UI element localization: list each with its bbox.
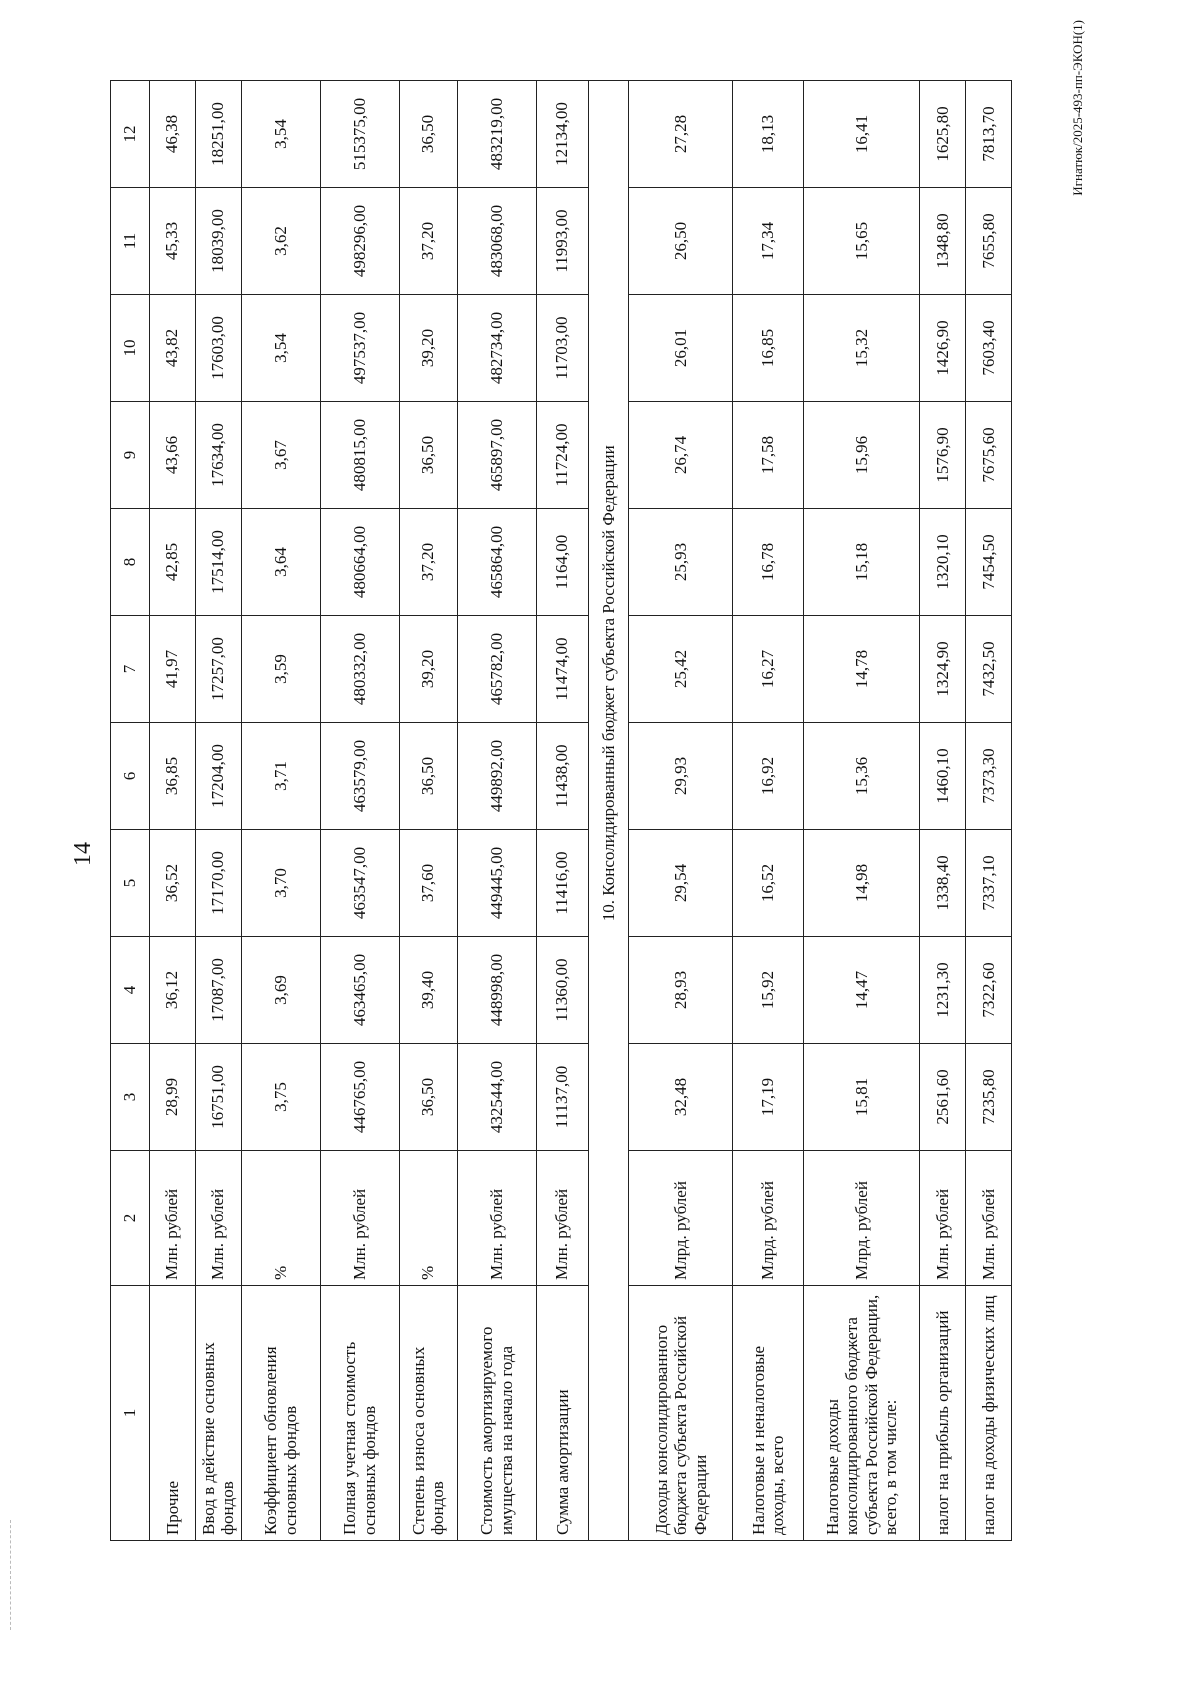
table-cell-value: 37,20 <box>399 509 457 616</box>
scan-margin-marks <box>10 1520 13 1630</box>
table-cell-value: 15,81 <box>804 1044 920 1151</box>
table-cell-value: 25,42 <box>629 616 733 723</box>
table-cell-value: 39,20 <box>399 616 457 723</box>
table-cell-value: 3,54 <box>241 81 320 188</box>
section-row <box>588 81 629 1541</box>
row-indicator-name: Полная учетная стоимость основных фондов <box>320 1286 399 1541</box>
row-indicator-name: Степень износа основных фондов <box>399 1286 457 1541</box>
row-unit: Млн. рублей <box>966 1151 1012 1286</box>
table-cell-value: 3,71 <box>241 723 320 830</box>
table-cell-value: 463465,00 <box>320 937 399 1044</box>
column-number-header: 12 <box>111 81 150 188</box>
table-row <box>804 81 920 1541</box>
table-cell-value: 7655,80 <box>966 188 1012 295</box>
table-cell-value: 16751,00 <box>195 1044 241 1151</box>
table-cell-value: 36,50 <box>399 723 457 830</box>
table-cell-value: 497537,00 <box>320 295 399 402</box>
table-row <box>457 81 536 1541</box>
table-cell-value: 17,58 <box>733 402 804 509</box>
table-cell-value: 15,18 <box>804 509 920 616</box>
column-number-header: 10 <box>111 295 150 402</box>
table-cell-value: 7675,60 <box>966 402 1012 509</box>
table-cell-value: 11724,00 <box>536 402 588 509</box>
table-body <box>150 81 1012 1541</box>
row-unit: Млрд. рублей <box>804 1151 920 1286</box>
table-cell-value: 11474,00 <box>536 616 588 723</box>
table-cell-value: 25,93 <box>629 509 733 616</box>
table-cell-value: 39,20 <box>399 295 457 402</box>
table-cell-value: 18039,00 <box>195 188 241 295</box>
table-cell-value: 7813,70 <box>966 81 1012 188</box>
table-cell-value: 42,85 <box>150 509 196 616</box>
table-cell-value: 17603,00 <box>195 295 241 402</box>
table-cell-value: 3,70 <box>241 830 320 937</box>
row-indicator-name: Ввод в действие основных фондов <box>195 1286 241 1541</box>
table-cell-value: 1324,90 <box>920 616 966 723</box>
table-cell-value: 28,99 <box>150 1044 196 1151</box>
table-cell-value: 1426,90 <box>920 295 966 402</box>
row-indicator-name: Прочие <box>150 1286 196 1541</box>
table-cell-value: 27,28 <box>629 81 733 188</box>
table-cell-value: 11137,00 <box>536 1044 588 1151</box>
table-cell-value: 14,47 <box>804 937 920 1044</box>
table-row <box>920 81 966 1541</box>
table-cell-value: 1576,90 <box>920 402 966 509</box>
table-row <box>150 81 196 1541</box>
table-cell-value: 15,32 <box>804 295 920 402</box>
table-cell-value: 16,52 <box>733 830 804 937</box>
table-cell-value: 7337,10 <box>966 830 1012 937</box>
column-number-row <box>111 81 150 1541</box>
table-row <box>966 81 1012 1541</box>
table-cell-value: 1348,80 <box>920 188 966 295</box>
row-indicator-name: Сумма амортизации <box>536 1286 588 1541</box>
table-cell-value: 46,38 <box>150 81 196 188</box>
table-cell-value: 43,82 <box>150 295 196 402</box>
footer-code: Игнатюк/2025-493-пп-ЭКОН(1) <box>1070 20 1085 196</box>
table-cell-value: 448998,00 <box>457 937 536 1044</box>
data-table <box>110 80 1012 1541</box>
table-cell-value: 465864,00 <box>457 509 536 616</box>
table-cell-value: 463579,00 <box>320 723 399 830</box>
table-cell-value: 29,93 <box>629 723 733 830</box>
table-cell-value: 12134,00 <box>536 81 588 188</box>
table-cell-value: 14,98 <box>804 830 920 937</box>
table-cell-value: 36,50 <box>399 1044 457 1151</box>
table-cell-value: 15,65 <box>804 188 920 295</box>
table-cell-value: 480815,00 <box>320 402 399 509</box>
table-cell-value: 17257,00 <box>195 616 241 723</box>
table-cell-value: 432544,00 <box>457 1044 536 1151</box>
table-cell-value: 37,60 <box>399 830 457 937</box>
row-unit: Млн. рублей <box>320 1151 399 1286</box>
section-blank-cell <box>588 1286 629 1541</box>
table-cell-value: 11438,00 <box>536 723 588 830</box>
table-cell-value: 3,67 <box>241 402 320 509</box>
row-indicator-name: налог на доходы физических лиц <box>966 1286 1012 1541</box>
table-cell-value: 1625,80 <box>920 81 966 188</box>
table-row <box>399 81 457 1541</box>
table-cell-value: 15,36 <box>804 723 920 830</box>
row-indicator-name: налог на прибыль организаций <box>920 1286 966 1541</box>
table-cell-value: 36,12 <box>150 937 196 1044</box>
table-cell-value: 463547,00 <box>320 830 399 937</box>
table-cell-value: 11360,00 <box>536 937 588 1044</box>
table-cell-value: 16,78 <box>733 509 804 616</box>
table-cell-value: 515375,00 <box>320 81 399 188</box>
table-cell-value: 37,20 <box>399 188 457 295</box>
table-cell-value: 7235,80 <box>966 1044 1012 1151</box>
table-cell-value: 11993,00 <box>536 188 588 295</box>
table-cell-value: 17,19 <box>733 1044 804 1151</box>
table-cell-value: 3,54 <box>241 295 320 402</box>
column-number-header: 11 <box>111 188 150 295</box>
table-cell-value: 483219,00 <box>457 81 536 188</box>
table-cell-value: 3,69 <box>241 937 320 1044</box>
table-cell-value: 17204,00 <box>195 723 241 830</box>
column-number-header: 7 <box>111 616 150 723</box>
table-cell-value: 26,74 <box>629 402 733 509</box>
row-indicator-name: Доходы консолидированного бюджета субъекта Российской Федерации <box>629 1286 733 1541</box>
table-cell-value: 28,93 <box>629 937 733 1044</box>
table-cell-value: 2561,60 <box>920 1044 966 1151</box>
row-unit: Млн. рублей <box>920 1151 966 1286</box>
table-row <box>241 81 320 1541</box>
row-indicator-name: Налоговые и неналоговые доходы, всего <box>733 1286 804 1541</box>
table-cell-value: 36,85 <box>150 723 196 830</box>
table-row <box>320 81 399 1541</box>
table-row <box>733 81 804 1541</box>
row-unit: % <box>241 1151 320 1286</box>
table-cell-value: 446765,00 <box>320 1044 399 1151</box>
table-cell-value: 449445,00 <box>457 830 536 937</box>
table-cell-value: 26,50 <box>629 188 733 295</box>
table-cell-value: 7373,30 <box>966 723 1012 830</box>
table-cell-value: 16,27 <box>733 616 804 723</box>
table-cell-value: 29,54 <box>629 830 733 937</box>
column-number-header: 3 <box>111 1044 150 1151</box>
table-cell-value: 449892,00 <box>457 723 536 830</box>
table-row <box>195 81 241 1541</box>
section-title: 10. Консолидированный бюджет субъекта Российской Федерации <box>588 81 629 1286</box>
table-cell-value: 465782,00 <box>457 616 536 723</box>
table-cell-value: 7432,50 <box>966 616 1012 723</box>
table-cell-value: 18251,00 <box>195 81 241 188</box>
table-cell-value: 11703,00 <box>536 295 588 402</box>
table-cell-value: 36,52 <box>150 830 196 937</box>
row-unit: Млрд. рублей <box>629 1151 733 1286</box>
column-number-header: 9 <box>111 402 150 509</box>
table-cell-value: 15,92 <box>733 937 804 1044</box>
table-cell-value: 14,78 <box>804 616 920 723</box>
table-cell-value: 26,01 <box>629 295 733 402</box>
table-cell-value: 3,62 <box>241 188 320 295</box>
table-cell-value: 7603,40 <box>966 295 1012 402</box>
row-indicator-name: Коэффициент обновления основных фондов <box>241 1286 320 1541</box>
table-cell-value: 39,40 <box>399 937 457 1044</box>
table-row <box>629 81 733 1541</box>
row-unit: Млн. рублей <box>195 1151 241 1286</box>
table-cell-value: 3,64 <box>241 509 320 616</box>
row-unit: Млн. рублей <box>150 1151 196 1286</box>
column-number-header: 8 <box>111 509 150 616</box>
table-cell-value: 1460,10 <box>920 723 966 830</box>
table-cell-value: 11416,00 <box>536 830 588 937</box>
row-unit: Млрд. рублей <box>733 1151 804 1286</box>
table-cell-value: 480664,00 <box>320 509 399 616</box>
row-unit: Млн. рублей <box>457 1151 536 1286</box>
table-cell-value: 17087,00 <box>195 937 241 1044</box>
column-number-header: 1 <box>111 1286 150 1541</box>
table-cell-value: 15,96 <box>804 402 920 509</box>
table-cell-value: 1164,00 <box>536 509 588 616</box>
table-cell-value: 465897,00 <box>457 402 536 509</box>
table-cell-value: 480332,00 <box>320 616 399 723</box>
table-cell-value: 7454,50 <box>966 509 1012 616</box>
table-cell-value: 1231,30 <box>920 937 966 1044</box>
table-cell-value: 7322,60 <box>966 937 1012 1044</box>
table-cell-value: 43,66 <box>150 402 196 509</box>
column-number-header: 6 <box>111 723 150 830</box>
table-cell-value: 482734,00 <box>457 295 536 402</box>
table-cell-value: 17634,00 <box>195 402 241 509</box>
table-cell-value: 16,92 <box>733 723 804 830</box>
row-indicator-name: Налоговые доходы консолидированного бюджета субъекта Российской Федерации, всего, в том числе: <box>804 1286 920 1541</box>
table-cell-value: 16,41 <box>804 81 920 188</box>
page-number: 14 <box>70 842 96 866</box>
table-cell-value: 3,75 <box>241 1044 320 1151</box>
table-cell-value: 17514,00 <box>195 509 241 616</box>
table-row <box>536 81 588 1541</box>
table-cell-value: 1338,40 <box>920 830 966 937</box>
table-cell-value: 498296,00 <box>320 188 399 295</box>
column-number-header: 5 <box>111 830 150 937</box>
table-cell-value: 36,50 <box>399 402 457 509</box>
table-cell-value: 17170,00 <box>195 830 241 937</box>
table-cell-value: 41,97 <box>150 616 196 723</box>
table-cell-value: 17,34 <box>733 188 804 295</box>
row-indicator-name: Стоимость амортизируемого имущества на начало года <box>457 1286 536 1541</box>
table-cell-value: 1320,10 <box>920 509 966 616</box>
column-number-header: 2 <box>111 1151 150 1286</box>
column-number-header: 4 <box>111 937 150 1044</box>
table-cell-value: 45,33 <box>150 188 196 295</box>
table-cell-value: 18,13 <box>733 81 804 188</box>
table-cell-value: 32,48 <box>629 1044 733 1151</box>
table-cell-value: 36,50 <box>399 81 457 188</box>
table-cell-value: 16,85 <box>733 295 804 402</box>
row-unit: Млн. рублей <box>536 1151 588 1286</box>
table-cell-value: 3,59 <box>241 616 320 723</box>
table-cell-value: 483068,00 <box>457 188 536 295</box>
row-unit: % <box>399 1151 457 1286</box>
